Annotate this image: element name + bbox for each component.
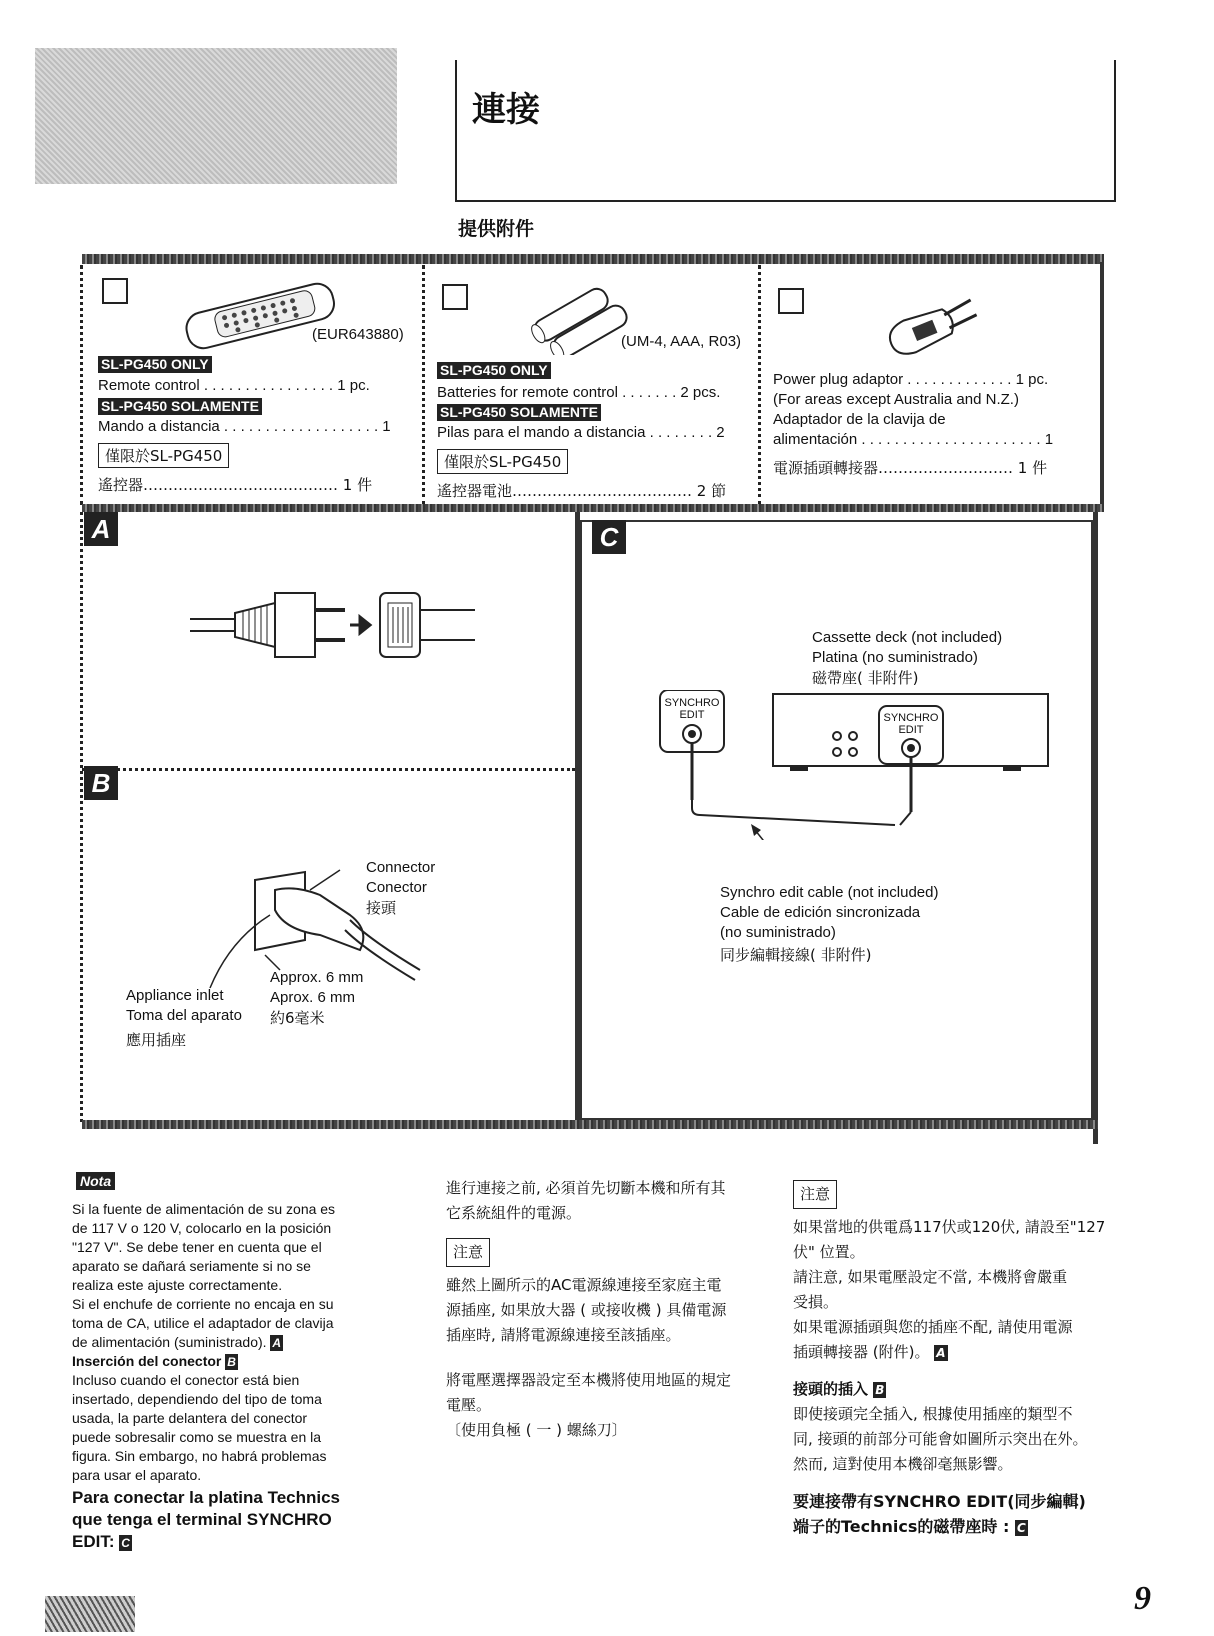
accessories-right-border <box>1100 262 1104 512</box>
nota-line-6: Si el enchufe de corriente no encaja en su <box>72 1296 334 1312</box>
col2-caution-badge: 注意 <box>446 1238 490 1267</box>
plug-insertion-illustration <box>185 585 485 665</box>
col3-heading-row <box>793 1377 1113 1402</box>
insercion-line-6: para usar el aparato. <box>72 1467 202 1483</box>
adaptor-line-4: alimentación . . . . . . . . . . . . . . . . . . . . . . 1 <box>773 431 1054 448</box>
col3-p2-line2: 受損。 <box>793 1293 839 1311</box>
synchro-heading-es-3 <box>72 1531 382 1553</box>
nota-line-1: Si la fuente de alimentación de su zona es <box>72 1201 336 1217</box>
synchro-heading-es-3-text: EDIT: <box>72 1532 115 1551</box>
column-2-text <box>446 1176 766 1443</box>
col3-p3-line2-row <box>793 1340 1113 1365</box>
figures-right-border <box>1093 512 1098 1144</box>
col3-ref-b-badge: B <box>875 1383 885 1397</box>
deck-label-zh: 磁帶座( 非附件) <box>812 669 919 687</box>
section-c-label: C <box>592 520 626 554</box>
insercion-line-2: insertado, dependiendo del tipo de toma <box>72 1391 322 1407</box>
col3-p4-line3: 然而, 這對使用本機卻毫無影響。 <box>793 1455 1013 1473</box>
insercion-heading <box>72 1352 382 1371</box>
col3-p2-line1: 請注意, 如果電壓設定不當, 本機將會嚴重 <box>793 1268 1068 1286</box>
col3-big-1: 要連接帶有SYNCHRO EDIT(同步編輯) <box>793 1492 1086 1511</box>
figures-bottom-bar <box>82 1120 1098 1129</box>
ref-a-badge: A <box>272 1336 282 1350</box>
col3-big-2-row <box>793 1514 1113 1539</box>
cable-label-es2: (no suministrado) <box>720 924 836 941</box>
insercion-heading-text: Inserción del conector <box>72 1353 222 1369</box>
inlet-label-es: Toma del aparato <box>126 1007 242 1024</box>
cable-label-zh: 同步編輯接線( 非附件) <box>720 946 872 964</box>
synchro-label-amp-line2: EDIT <box>679 709 705 721</box>
figures-left-dots <box>80 512 83 1122</box>
insercion-line-1: Incluso cuando el conector está bien <box>72 1372 300 1388</box>
synchro-label-deck-line1: SYNCHRO <box>883 712 939 724</box>
col2-p2-line2: 源插座, 如果放大器 ( 或接收機 ) 具備電源 <box>446 1301 727 1319</box>
adaptor-line-2: (For areas except Australia and N.Z.) <box>773 391 1019 408</box>
inlet-label-zh: 應用插座 <box>126 1031 187 1049</box>
synchro-label-amp-line1: SYNCHRO <box>664 697 720 709</box>
battery-line-es: Pilas para el mando a distancia . . . . . . . . 2 <box>437 424 725 441</box>
col2-p3-line1: 將電壓選擇器設定至本機將使用地區的規定 <box>446 1371 732 1389</box>
synchro-label-amp <box>662 697 722 721</box>
adaptor-line-1: Power plug adaptor . . . . . . . . . . . . . 1 pc. <box>773 371 1049 388</box>
accessories-top-bar <box>82 254 1104 264</box>
col2-p3-line2: 電壓。 <box>446 1396 492 1414</box>
insercion-line-3: usada, la parte delantera del conector <box>72 1410 308 1426</box>
remote-line-zh: 遙控器………………………………… 1 件 <box>98 476 373 494</box>
plug-adaptor-illustration <box>878 292 988 362</box>
nota-text <box>72 1200 382 1553</box>
section-b-label: B <box>84 766 118 800</box>
column-3-text <box>793 1180 1113 1539</box>
col2-p2-line3: 插座時, 請將電源線連接至該插座。 <box>446 1326 681 1344</box>
synchro-heading-es-2: que tenga el terminal SYNCHRO <box>72 1510 332 1529</box>
adaptor-line-zh: 電源插頭轉接器……………………… 1 件 <box>773 459 1048 477</box>
footer-gray-mark <box>45 1596 135 1632</box>
synchro-heading-es-1: Para conectar la platina Technics <box>72 1488 341 1507</box>
col2-p2-line1: 雖然上圖所示的AC電源線連接至家庭主電 <box>446 1276 722 1294</box>
col2-p1-line2: 它系統組件的電源。 <box>446 1204 582 1222</box>
connector-label-en: Connector <box>366 859 436 876</box>
insercion-line-4: puede sobresalir como se muestra en la <box>72 1429 322 1445</box>
accessories-divider-1 <box>422 265 425 505</box>
battery-model-number: (UM-4, AAA, R03) <box>621 333 742 350</box>
col2-p3-line3: 〔使用負極 ( 一 ) 螺絲刀〕 <box>446 1421 627 1439</box>
remote-line-es: Mando a distancia . . . . . . . . . . . . . . . . . . . 1 <box>98 418 391 435</box>
section-ab-divider <box>82 768 575 771</box>
accessories-left-dots <box>80 265 83 505</box>
inlet-label-en: Appliance inlet <box>126 987 224 1004</box>
synchro-label-deck-line2: EDIT <box>898 724 924 736</box>
nota-line-2: de 117 V o 120 V, colocarlo en la posición <box>72 1220 332 1236</box>
accessories-bottom-bar <box>82 504 1104 512</box>
col3-p3-line2: 插頭轉接器 (附件)。 <box>793 1343 930 1361</box>
deck-label-en: Cassette deck (not included) <box>812 629 1003 646</box>
col3-p1-line2: 伏" 位置。 <box>793 1243 865 1261</box>
col3-p1-line1: 如果當地的供電爲117伏或120伏, 請設至"127 <box>793 1218 1106 1236</box>
col3-ref-c-badge: C <box>1016 1521 1026 1535</box>
accessory-checkbox-1[interactable] <box>102 278 128 304</box>
adaptor-line-3: Adaptador de la clavija de <box>773 411 946 428</box>
col3-big-2: 端子的Technics的磁帶座時 : <box>793 1517 1010 1536</box>
connector-label-zh: 接頭 <box>366 899 397 917</box>
col3-p4-line2: 同, 接頭的前部分可能會如圖所示突出在外。 <box>793 1430 1088 1448</box>
nota-badge: Nota <box>76 1172 115 1190</box>
cable-label-en: Synchro edit cable (not included) <box>720 884 939 901</box>
accessory-checkbox-2[interactable] <box>442 284 468 310</box>
section-subtitle: 提供附件 <box>458 218 535 240</box>
remote-only-badge-es: SL-PG450 SOLAMENTE <box>98 398 262 415</box>
connector-label-es: Conector <box>366 879 427 896</box>
remote-only-badge-en: SL-PG450 ONLY <box>98 356 212 373</box>
deck-label-es: Platina (no suministrado) <box>812 649 978 666</box>
remote-line-en: Remote control . . . . . . . . . . . . . . . . 1 pc. <box>98 377 370 394</box>
title-frame <box>455 60 1116 202</box>
batteries-illustration <box>525 280 635 355</box>
nota-line-8-text: de alimentación (suministrado). <box>72 1334 267 1350</box>
page-number: 9 <box>1134 1580 1151 1617</box>
nota-line-4: aparato se dañará seriamente si no se <box>72 1258 311 1274</box>
accessory-checkbox-3[interactable] <box>778 288 804 314</box>
col2-p1-line1: 進行連接之前, 必須首先切斷本機和所有其 <box>446 1179 726 1197</box>
remote-model-number: (EUR643880) <box>312 326 404 343</box>
approx-label-es: Aprox. 6 mm <box>270 989 356 1006</box>
ref-b-badge: B <box>227 1355 236 1369</box>
insercion-line-5: figura. Sin embargo, no habrá problemas <box>72 1448 327 1464</box>
remote-only-badge-zh: 僅限於SL-PG450 <box>98 443 229 468</box>
col3-ref-a-badge: A <box>936 1346 946 1360</box>
battery-only-badge-es: SL-PG450 SOLAMENTE <box>437 404 601 421</box>
battery-only-badge-zh: 僅限於SL-PG450 <box>437 449 568 474</box>
nota-line-3: "127 V". Se debe tener en cuenta que el <box>72 1239 322 1255</box>
synchro-label-deck <box>881 712 941 736</box>
battery-line-zh: 遙控器電池……………………………… 2 節 <box>437 482 727 500</box>
col3-heading: 接頭的插入 <box>793 1380 869 1398</box>
battery-line-en: Batteries for remote control . . . . . . . 2 pcs. <box>437 384 721 401</box>
col3-caution-badge: 注意 <box>793 1180 837 1209</box>
page-title: 連接 <box>472 90 540 130</box>
header-gray-block <box>35 48 397 184</box>
nota-line-7: toma de CA, utilice el adaptador de clavija <box>72 1315 334 1331</box>
section-a-label: A <box>84 512 118 546</box>
nota-line-5: realiza este ajuste correctamente. <box>72 1277 283 1293</box>
approx-label-zh: 約6毫米 <box>270 1009 325 1027</box>
col3-p3-line1: 如果電源插頭與您的插座不配, 請使用電源 <box>793 1318 1073 1336</box>
col3-p4-line1: 即使接頭完全插入, 根據使用插座的類型不 <box>793 1405 1073 1423</box>
cable-label-es: Cable de edición sincronizada <box>720 904 921 921</box>
approx-label-en: Approx. 6 mm <box>270 969 364 986</box>
battery-only-badge-en: SL-PG450 ONLY <box>437 362 551 379</box>
ref-c-badge: C <box>121 1536 130 1550</box>
accessories-divider-2 <box>758 265 761 505</box>
nota-line-8 <box>72 1333 382 1352</box>
synchro-heading-es <box>72 1487 382 1553</box>
